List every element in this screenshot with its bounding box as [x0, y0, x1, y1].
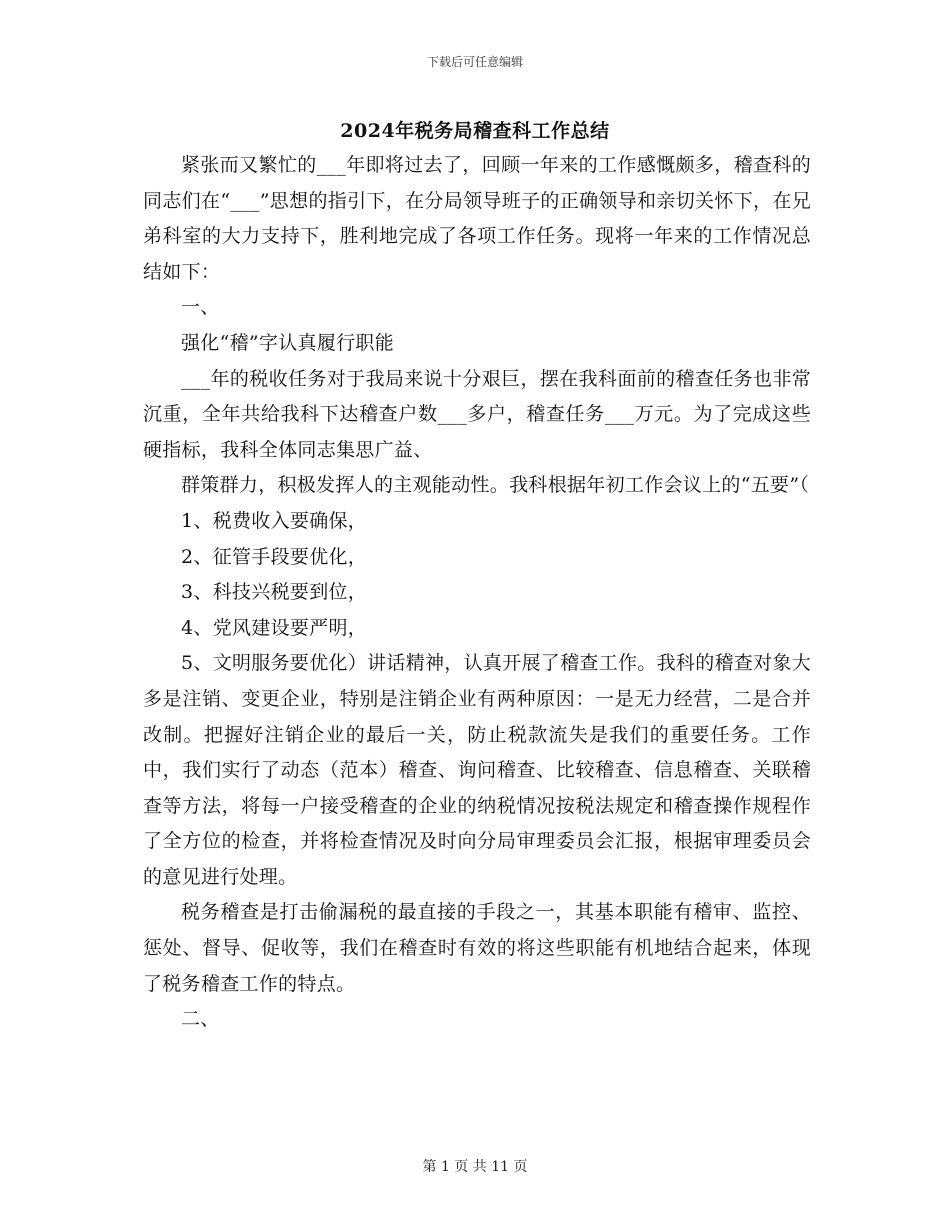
paragraph: 5、文明服务要优化）讲话精神，认真开展了稽查工作。我科的稽查对象大多是注销、变更企业，特别是注销企业有两种原因：一是无力经营，二是合并改制。把握好注销企业的最后一关，防止税款流失是我们的重要任务。工作中，我们实行了动态（范本）稽查、询问稽查、比较稽查、信息稽查、关联稽查等方法，将每一户接受稽查的企业的纳税情况按税法规定和稽查操作规程作了全方位的检查，并将检查情况及时向分局审理委员会汇报，根据审理委员会的意见进行处理。	[143, 652, 811, 888]
document-body	[143, 148, 811, 1038]
list-item: 2、征管手段要优化，	[181, 545, 368, 568]
list-item: 4、党风建设要严明，	[181, 616, 368, 639]
page-footer: 第 1 页 共 11 页	[422, 1159, 528, 1175]
paragraph: ___年的税收任务对于我局来说十分艰巨，摆在我科面前的稽查任务也非常沉重，全年共给我科下达稽查户数___多户，稽查任务___万元。为了完成这些硬指标，我科全体同志集思广益、	[143, 367, 811, 461]
paragraph: 税务稽查是打击偷漏税的最直接的手段之一，其基本职能有稽审、监控、惩处、督导、促收等，我们在稽查时有效的将这些职能有机地结合起来，体现了税务稽查工作的特点。	[143, 901, 811, 995]
document-title: 2024年税务局稽查科工作总结	[340, 120, 610, 142]
paragraph: 一、	[181, 296, 220, 319]
paragraph: 二、	[181, 1008, 220, 1031]
section-heading: 强化“稽”字认真履行职能	[181, 331, 395, 354]
page-header: 下载后可任意编辑	[426, 55, 523, 69]
paragraph: 群策群力，积极发挥人的主观能动性。我科根据年初工作会议上的“五要”（	[181, 474, 810, 497]
paragraph: 紧张而又繁忙的___年即将过去了，回顾一年来的工作感慨颇多，稽查科的同志们在“___”思想的指引下，在分局领导班子的正确领导和亲切关怀下，在兄弟科室的大力支持下，胜利地完成了各项工作任务。现将一年来的工作情况总结如下：	[143, 154, 811, 283]
list-item: 1、税费收入要确保，	[181, 509, 368, 532]
list-item: 3、科技兴税要到位，	[181, 581, 368, 604]
